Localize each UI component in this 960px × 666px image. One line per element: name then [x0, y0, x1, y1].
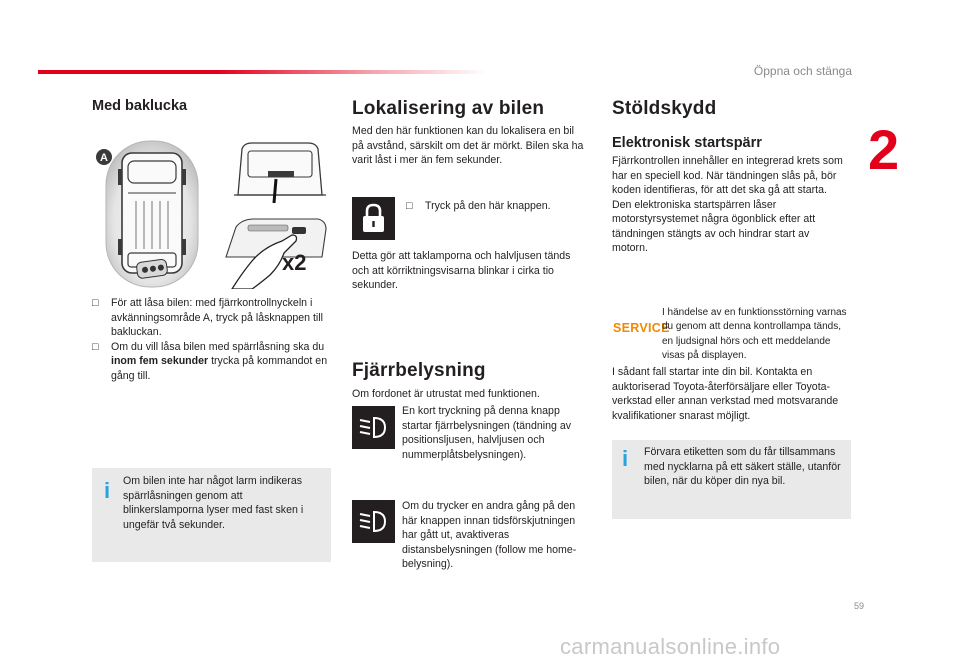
section-heading-fjarrbelysning: Fjärrbelysning — [352, 360, 486, 381]
contact-text: I sådant fall startar inte din bil. Kontakta en auktoriserad Toyota-återförsäljare eller Toyota-verkstad eller annan verkstad med motsvarande kvalifikationer snarast möjligt. — [612, 366, 839, 422]
emphasis-text: inom fem sekunder — [111, 355, 209, 367]
watermark-text: carmanualsonline.info — [560, 634, 781, 659]
info-text: Om bilen inte har något larm indikeras spärrlåsningen genom att blinkerslamporna lyser med fast sken i ungefär två sekunder. — [123, 475, 304, 531]
page-number: 59 — [854, 601, 865, 611]
lights-button-icon-1 — [352, 406, 395, 449]
headlamp-icon — [352, 500, 395, 543]
subheading-startsparr: Elektronisk startspärr — [612, 135, 762, 151]
startsparr-para-2: Den elektroniska startspärren låser motorstyrsystemet några ögonblick efter att tändningen stängts av och hindrar start av motorn. — [612, 198, 816, 254]
check-box-icon: □ — [406, 200, 413, 212]
info-icon: i — [104, 478, 111, 503]
lokalisering-result: Detta gör att taklamporna och halvljusen tänds och att körriktningsvisarna blinkar i cirka tio sekunder. — [352, 250, 571, 291]
check-box-icon: □ — [92, 340, 99, 353]
lights-button-icon-2 — [352, 500, 395, 543]
lokalisering-intro: Med den här funktionen kan du lokalisera en bil på avstånd, särskilt om det är mörkt. Bilen ska ha varit låst i mer än fem sekunder. — [352, 125, 584, 166]
button-step-text: Tryck på den här knappen. — [425, 200, 551, 212]
list-item — [92, 340, 340, 384]
lock-instructions — [92, 296, 340, 383]
service-warning-icon: SERVICE — [613, 321, 670, 335]
press-twice-text: Om du trycker en andra gång på den här knappen innan tidsförskjutningen har gått ut, avaktiveras distansbelysningen (follow me home-belysning). — [402, 500, 577, 570]
fjarrbelysning-intro: Om fordonet är utrustat med funktionen. — [352, 388, 540, 400]
info-box — [612, 440, 851, 519]
startsparr-para-1: Fjärrkontrollen innehåller en integrerad krets som har en speciell kod. När tändningen slås på, bör koden identifieras, för att det ska gå att starta. — [612, 155, 843, 196]
section-heading-baklucka: Med baklucka — [92, 98, 188, 114]
info-icon: i — [622, 446, 629, 471]
press-once-text: En kort tryckning på denna knapp startar fjärrbelysningen (tändning av positionsljusen, halvljusen och nummerplåtsbelysningen). — [402, 405, 572, 461]
service-text: I händelse av en funktionsstörning varnas du genom att denna kontrollampa tänds, en ljudsignal hörs och ett meddelande visas på displayen. — [662, 307, 847, 361]
list-item-text: För att låsa bilen: med fjärrkontrollnyckeln i avkänningsområde A, tryck på låsknappen till bakluckan. — [111, 297, 323, 338]
list-item-text: trycka på kommandot en gång till. — [111, 355, 328, 382]
callout-letter: A — [100, 152, 108, 164]
section-heading-lokalisering: Lokalisering av bilen — [352, 98, 545, 119]
car-lock-illustration — [92, 139, 332, 289]
header-accent-bar — [38, 70, 488, 74]
press-count-label: x2 — [282, 250, 307, 275]
section-heading-stoldskydd: Stöldskydd — [612, 98, 717, 119]
list-item — [406, 199, 586, 214]
headlamp-icon — [352, 406, 395, 449]
padlock-icon — [352, 197, 395, 240]
list-item-text: Om du vill låsa bilen med spärrlåsning ska du — [111, 340, 325, 353]
check-box-icon: □ — [92, 297, 99, 309]
info-box — [92, 468, 331, 562]
info-text: Förvara etiketten som du får tillsammans med nycklarna på ett säkert ställe, utanför bilen, när du köper din nya bil. — [644, 446, 841, 487]
lock-button-icon — [352, 197, 395, 240]
chapter-title: Öppna och stänga — [753, 64, 852, 78]
chapter-number: 2 — [868, 118, 900, 181]
startsparr-text — [612, 154, 848, 256]
list-item — [92, 296, 340, 340]
